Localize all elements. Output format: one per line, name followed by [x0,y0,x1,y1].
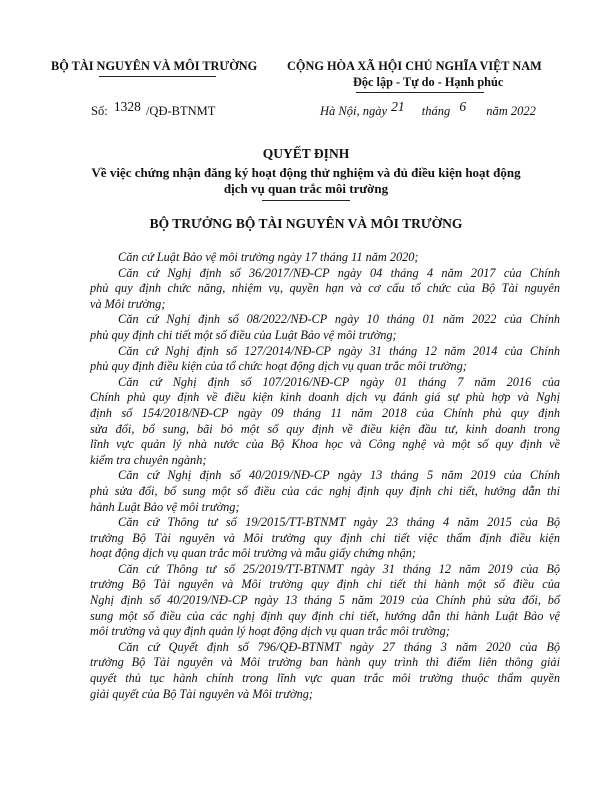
paragraph-line: Căn cứ Nghị định số 107/2016/NĐ-CP ngày 01 tháng 7 năm 2016 của [118,374,560,389]
place-date [320,99,536,118]
paragraph-line: quyết thủ tục hành chính trong lĩnh vực quan trắc môi trường thuộc thẩm quyền [90,671,560,686]
month-label: tháng [421,104,451,118]
republic-name: CỘNG HÒA XÃ HỘI CHỦ NGHĨA VIỆT NAM [287,59,542,73]
legal-basis-2 [90,312,560,343]
ministry-name: BỘ TÀI NGUYÊN VÀ MÔI TRƯỜNG [51,59,258,73]
paragraph-line: giải quyết của Bộ Tài nguyên và Môi trường; [90,686,313,701]
paragraph-line: phủ sửa đổi, bổ sung một số điều của các nghị định quy định chi tiết, hướng dẫn thi [90,483,560,498]
paragraph-line: sửa đổi, bổ sung, bãi bỏ một số quy định về điều kiện đầu tư, kinh doanh trong [90,421,560,436]
paragraph-line: trưởng Bộ Tài nguyên và Môi trường quy định chi tiết thi hành một số điều của [90,577,560,592]
so-number: 1328 [113,99,141,114]
date-month: 6 [459,99,467,114]
paragraph-line: Căn cứ Nghị định số 08/2022/NĐ-CP ngày 10 tháng 01 năm 2022 của Chính [118,312,560,327]
ministry-underline [99,76,216,77]
legal-basis-1 [90,266,560,313]
paragraph-line: trưởng Bộ Tài nguyên và Môi trường ban hành quy trình thì điểm liên thông giải [90,655,560,670]
subject-line-2: dịch vụ quan trắc môi trường [223,181,389,196]
document-type-title: QUYẾT ĐỊNH [262,146,350,161]
paragraph-line: và Môi trường; [90,296,166,311]
paragraph-line: phủ quy định điều kiện của tổ chức hoạt động dịch vụ quan trắc môi trường; [90,359,467,374]
paragraph-line: phủ quy định chức năng, nhiệm vụ, quyền hạn và cơ cấu tổ chức của Bộ Tài nguyên [90,281,560,296]
legal-basis-5 [90,468,560,515]
paragraph-line: Căn cứ Thông tư số 19/2015/TT-BTNMT ngày 23 tháng 4 năm 2015 của Bộ [118,515,560,530]
paragraph-line: Căn cứ Quyết định số 796/QĐ-BTNMT ngày 27 tháng 3 năm 2020 của Bộ [118,639,560,654]
issuing-authority: BỘ TRƯỞNG BỘ TÀI NGUYÊN VÀ MÔI TRƯỜNG [149,216,463,231]
paragraph-line: định số 154/2018/NĐ-CP ngày 09 tháng 11 năm 2018 của Chính phủ quy định [90,405,560,420]
paragraph-line: trưởng Bộ Tài nguyên và Môi trường quy định chi tiết việc thẩm định điều kiện [90,530,560,545]
decision-number [91,99,216,118]
legal-basis-8 [90,640,560,702]
paragraph-line: Căn cứ Nghị định số 127/2014/NĐ-CP ngày 31 tháng 12 năm 2014 của Chính [118,343,560,358]
legal-basis-7 [90,562,560,640]
legal-basis-6 [90,515,560,562]
legal-basis-4 [90,375,560,469]
paragraph-line: hành Luật Bảo vệ môi trường; [90,499,240,514]
date-day: 21 [391,99,405,114]
legal-basis-0 [90,250,560,266]
legal-basis-3 [90,344,560,375]
subject-line-1: Về việc chứng nhận đăng ký hoạt động thử nghiệm và đủ điều kiện hoạt động [91,165,521,180]
paragraph-line: kiểm tra chuyên ngành; [90,452,207,467]
paragraph-line: môi trường và quy định quản lý hoạt động dịch vụ quan trắc môi trường; [90,624,450,639]
legal-basis-list [90,250,560,702]
subject-underline [262,200,350,201]
so-suffix: /QĐ-BTNMT [145,104,216,118]
paragraph-line: Căn cứ Thông tư số 25/2019/TT-BTNMT ngày 31 tháng 12 năm 2019 của Bộ [118,561,560,576]
paragraph-line: Chính phủ quy định về điều kiện kinh doanh dịch vụ đánh giá sự phù hợp và Nghị [90,390,560,405]
paragraph-line: lĩnh vực quản lý nhà nước của Bộ Khoa học và Công nghệ và một số quy định về [90,437,560,452]
paragraph-line: Nghị định số 40/2019/NĐ-CP ngày 13 tháng 5 năm 2019 của Chính phủ sửa đổi, bổ [90,593,560,608]
national-motto: Độc lập - Tự do - Hạnh phúc [353,75,504,89]
paragraph-line: phủ quy định chi tiết một số điều của Luật Bảo vệ môi trường; [90,327,397,342]
paragraph-line: sung một số điều của các nghị định quy định chi tiết, hướng dẫn thi hành Luật Bảo vệ [90,608,560,623]
so-label: Số: [91,104,108,118]
motto-underline [356,92,484,93]
paragraph-line: Căn cứ Nghị định số 40/2019/NĐ-CP ngày 13 tháng 5 năm 2019 của Chính [118,468,560,483]
paragraph-line: hoạt động dịch vụ quan trắc môi trường và mẫu giấy chứng nhận; [90,546,416,561]
paragraph-line: Căn cứ Luật Bảo vệ môi trường ngày 17 tháng 11 năm 2020; [118,250,419,264]
date-year: năm 2022 [486,104,536,118]
paragraph-line: Căn cứ Nghị định số 36/2017/NĐ-CP ngày 04 tháng 4 năm 2017 của Chính [118,265,560,280]
place-date-label: Hà Nội, ngày [320,104,388,118]
